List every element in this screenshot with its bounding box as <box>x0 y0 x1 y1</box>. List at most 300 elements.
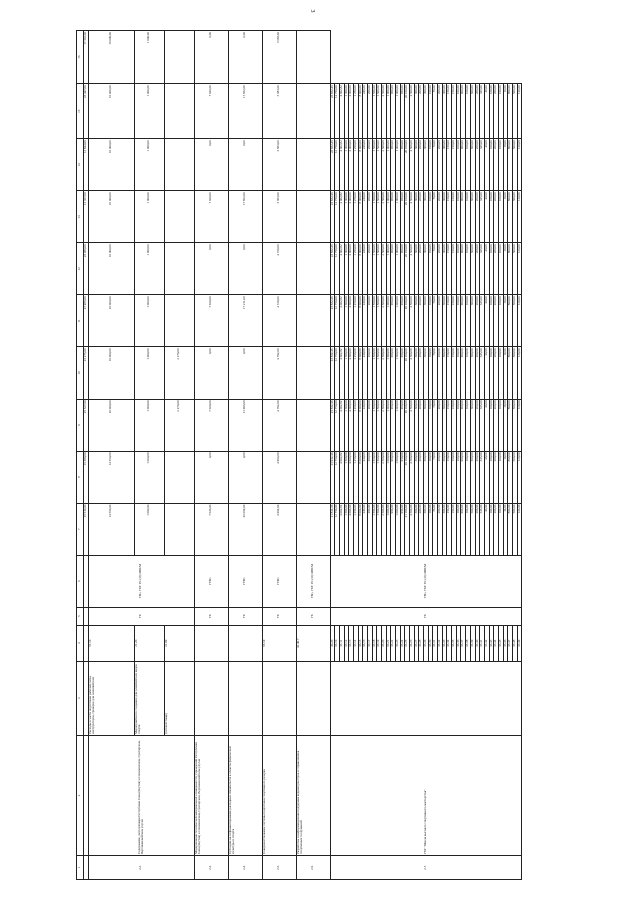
col-header: 1 <box>77 855 84 879</box>
value-cell: 40,00 <box>484 503 489 555</box>
value-cell: 1 250,00 <box>354 399 359 451</box>
value-cell: 1 250,00 <box>354 503 359 555</box>
row-code: 21.09 <box>164 625 194 661</box>
value-cell: 600,00 <box>470 243 475 295</box>
value-cell: 0,00 <box>194 347 228 399</box>
value-cell: 3 683,00 <box>262 191 296 243</box>
value-cell: 900,00 <box>461 347 466 399</box>
value-cell: 345,00 <box>480 347 485 399</box>
value-cell: 4 000,00 <box>349 295 354 347</box>
value-cell: 1 250,00 <box>354 191 359 243</box>
value-cell: 7 020,00 <box>194 295 228 347</box>
row-code: 33.33 <box>442 625 447 661</box>
value-cell: 150,00 <box>447 191 452 243</box>
value-cell: 20 100,00 <box>405 399 410 451</box>
value-cell: 4 000,00 <box>349 399 354 451</box>
value-cell: 19,00 <box>503 295 508 347</box>
value-cell: 240,00 <box>363 399 368 451</box>
value-cell: 1 560,00 <box>372 503 377 555</box>
col-header: 13 <box>77 191 84 243</box>
value-cell: 100,00 <box>466 503 471 555</box>
value-cell: 100,00 <box>498 84 503 139</box>
value-cell: 300,00 <box>424 84 429 139</box>
value-cell <box>296 243 330 295</box>
col-header: 15 <box>77 84 84 139</box>
row-code: 33.13 <box>349 625 354 661</box>
value-cell: 300,00 <box>414 399 419 451</box>
value-cell: 300,00 <box>424 503 429 555</box>
value-cell: 300,00 <box>424 451 429 503</box>
value-cell: 1 000,00 <box>396 243 401 295</box>
value-cell: 200,00 <box>368 347 373 399</box>
value-cell: 4 002,82 <box>340 347 345 399</box>
value-cell <box>296 295 330 347</box>
total-cell: 23 275,00 <box>84 347 89 399</box>
value-cell: 100,00 <box>489 347 494 399</box>
value-cell: 200,00 <box>368 243 373 295</box>
value-cell: 900,00 <box>461 503 466 555</box>
value-cell: 14 560,00 <box>88 451 134 503</box>
value-cell: 1 000,00 <box>134 84 164 139</box>
total-cell: 15 510,00 <box>84 503 89 555</box>
value-cell: 100,00 <box>466 347 471 399</box>
value-cell: 1 500,00 <box>377 191 382 243</box>
value-cell: 900,00 <box>461 451 466 503</box>
value-cell: 240,00 <box>363 451 368 503</box>
value-cell: 100,00 <box>466 451 471 503</box>
value-cell: 1 000,00 <box>134 451 164 503</box>
value-cell: 200,00 <box>419 451 424 503</box>
table-row <box>262 31 296 880</box>
value-cell: 120,00 <box>517 451 522 503</box>
value-cell: 100,00 <box>489 139 494 191</box>
value-cell: 300,00 <box>414 84 419 139</box>
value-cell: 200,00 <box>419 243 424 295</box>
value-cell: 100,00 <box>428 451 433 503</box>
value-cell: 4 002,82 <box>340 451 345 503</box>
value-cell: 4 792,00 <box>262 347 296 399</box>
value-cell: 120,00 <box>517 84 522 139</box>
value-cell: 4 500,00 <box>410 139 415 191</box>
col-header: 8 <box>77 451 84 503</box>
value-cell: 4 904,00 <box>262 503 296 555</box>
value-cell: 1 000,00 <box>134 31 164 84</box>
value-cell: 600,00 <box>470 191 475 243</box>
value-cell: 960,00 <box>391 295 396 347</box>
value-cell: 100,00 <box>498 347 503 399</box>
value-cell: 1 500,00 <box>377 243 382 295</box>
value-cell: 1 300,00 <box>344 139 349 191</box>
value-cell: 10 000,00 <box>88 399 134 451</box>
row-code: 33.10 <box>335 625 340 661</box>
value-cell: 200,00 <box>419 295 424 347</box>
row-code: 33.46 <box>503 625 508 661</box>
value-cell: 1 560,00 <box>372 451 377 503</box>
value-cell: 1 500,00 <box>377 139 382 191</box>
value-cell: 200,00 <box>368 191 373 243</box>
value-cell: 23 832,46 <box>330 84 335 139</box>
value-cell: 10 000,00 <box>88 295 134 347</box>
value-cell: 40,00 <box>484 295 489 347</box>
value-cell: 70,00 <box>433 191 438 243</box>
value-cell: 950,00 <box>400 243 405 295</box>
value-cell: 120,00 <box>517 347 522 399</box>
row-code: 33.25 <box>405 625 410 661</box>
value-cell: 1 000,00 <box>134 295 164 347</box>
value-cell: 160,00 <box>452 295 457 347</box>
value-cell: 2 500,00 <box>382 399 387 451</box>
value-cell: 1 000,00 <box>396 84 401 139</box>
value-cell: 4 904,00 <box>262 451 296 503</box>
value-cell: 600,00 <box>470 347 475 399</box>
value-cell: 345,00 <box>480 243 485 295</box>
row-code <box>228 625 262 661</box>
value-cell: 1 000,00 <box>134 347 164 399</box>
value-cell: 4 002,82 <box>340 84 345 139</box>
value-cell: 345,00 <box>480 451 485 503</box>
value-cell: 100,00 <box>466 295 471 347</box>
value-cell: 900,00 <box>461 399 466 451</box>
value-cell: 300,00 <box>424 243 429 295</box>
value-cell: 240,00 <box>363 84 368 139</box>
value-cell: 1 000,00 <box>396 295 401 347</box>
row-code: 33.30 <box>428 625 433 661</box>
value-cell: 200,00 <box>494 451 499 503</box>
value-cell <box>296 191 330 243</box>
total-cell: 25 527,00 <box>84 399 89 451</box>
value-cell: 950,00 <box>400 399 405 451</box>
row-code: 33.47 <box>508 625 513 661</box>
row-code: 33.18 <box>372 625 377 661</box>
value-cell: 345,00 <box>480 503 485 555</box>
value-cell: 1 300,00 <box>344 347 349 399</box>
value-cell: 12 750,00 <box>335 347 340 399</box>
value-cell: 1 500,00 <box>377 347 382 399</box>
total-cell: 13 357,00 <box>84 191 89 243</box>
value-cell <box>164 451 194 503</box>
value-cell: 200,00 <box>475 191 480 243</box>
value-cell: 2 500,00 <box>382 347 387 399</box>
value-cell <box>164 503 194 555</box>
value-cell: 8 000,00 <box>358 295 363 347</box>
row-code: 33.42 <box>484 625 489 661</box>
value-cell: 1 000,00 <box>386 139 391 191</box>
row-code: 40.20 <box>330 625 335 661</box>
row-code: 33.31 <box>433 625 438 661</box>
value-cell: 70,00 <box>433 243 438 295</box>
value-cell: 200,00 <box>419 139 424 191</box>
value-cell: 300,00 <box>414 503 419 555</box>
row-executor: ГБС, ГБУ РС (Я) ШВСМ <box>88 555 194 607</box>
value-cell: 1 300,00 <box>344 191 349 243</box>
col-header: 11 <box>77 295 84 347</box>
value-cell: 200,00 <box>419 399 424 451</box>
row-number: 2.2. <box>88 855 194 879</box>
value-cell: 70,00 <box>433 503 438 555</box>
value-cell: 7 020,00 <box>194 191 228 243</box>
value-cell: 100,00 <box>498 503 503 555</box>
value-cell: 200,00 <box>368 451 373 503</box>
value-cell: 100,00 <box>428 295 433 347</box>
value-cell: 950,00 <box>400 347 405 399</box>
col-header: 10 <box>77 347 84 399</box>
value-cell: 900,00 <box>461 191 466 243</box>
value-cell: 960,00 <box>391 399 396 451</box>
value-cell: 12 750,00 <box>335 139 340 191</box>
value-cell: 4 000,00 <box>349 84 354 139</box>
value-cell: 100,00 <box>498 451 503 503</box>
value-cell: 1 000,00 <box>396 451 401 503</box>
value-cell: 200,00 <box>438 84 443 139</box>
value-cell: 0,00 <box>228 139 262 191</box>
value-cell: 1 300,00 <box>344 451 349 503</box>
row-fund: ГБ <box>194 607 228 625</box>
table-row <box>88 31 134 880</box>
value-cell: 300,00 <box>424 191 429 243</box>
value-cell: 4 500,00 <box>410 84 415 139</box>
row-code: 33.23 <box>396 625 401 661</box>
value-cell: 100,00 <box>489 399 494 451</box>
row-executor: ГРБС <box>194 555 228 607</box>
value-cell: 960,00 <box>391 139 396 191</box>
col-header: 12 <box>77 243 84 295</box>
value-cell: 100,00 <box>466 191 471 243</box>
value-cell: 100,00 <box>489 503 494 555</box>
total-cell: 17 310,00 <box>84 31 89 84</box>
value-cell: 20 100,00 <box>405 451 410 503</box>
value-cell: 800,00 <box>508 399 513 451</box>
row-name: Модернизация технической материальной оснащенности учреждений Республики Саха (Якутия) в Олекминском, Сунтарском, Верхневилюйском улусах <box>194 735 228 855</box>
value-cell: 300,00 <box>442 451 447 503</box>
value-cell: 240,00 <box>363 191 368 243</box>
table-row <box>296 31 330 880</box>
value-cell: 200,00 <box>475 347 480 399</box>
value-cell: 2 500,00 <box>382 191 387 243</box>
value-cell: 200,00 <box>494 399 499 451</box>
value-cell: 300,00 <box>424 399 429 451</box>
value-cell: 4 000,00 <box>349 503 354 555</box>
value-cell: 14 560,00 <box>88 503 134 555</box>
value-cell: 200,00 <box>475 399 480 451</box>
row-code: 55.19 <box>262 625 296 661</box>
value-cell: 1 000,00 <box>386 503 391 555</box>
value-cell: 900,00 <box>461 295 466 347</box>
value-cell: 600,00 <box>470 84 475 139</box>
value-cell: 1 560,00 <box>372 191 377 243</box>
value-cell: 100,00 <box>489 243 494 295</box>
value-cell: 100,00 <box>456 84 461 139</box>
value-cell: 4 500,00 <box>410 295 415 347</box>
row-code: 33.22 <box>391 625 396 661</box>
value-cell: 8 000,00 <box>358 139 363 191</box>
value-cell: 19,00 <box>503 139 508 191</box>
value-cell: 12 750,00 <box>335 503 340 555</box>
value-cell: 300,00 <box>442 243 447 295</box>
value-cell: 500,00 <box>512 191 517 243</box>
budget-table <box>76 30 522 880</box>
value-cell: 200,00 <box>494 84 499 139</box>
value-cell: 23 832,46 <box>330 295 335 347</box>
col-header: 16 <box>77 31 84 84</box>
value-cell: 240,00 <box>363 243 368 295</box>
row-code: 33.32 <box>438 625 443 661</box>
value-cell: 200,00 <box>494 243 499 295</box>
value-cell: 150,00 <box>447 347 452 399</box>
value-cell: 100,00 <box>466 399 471 451</box>
value-cell: 2 500,00 <box>382 243 387 295</box>
value-cell: 200,00 <box>438 243 443 295</box>
value-cell: 8 000,00 <box>358 84 363 139</box>
value-cell: 200,00 <box>438 503 443 555</box>
total-cell: 27 485,00 <box>84 295 89 347</box>
value-cell: 1 000,00 <box>396 503 401 555</box>
value-cell: 100,00 <box>428 84 433 139</box>
value-cell: 800,00 <box>508 295 513 347</box>
value-cell: 1 560,00 <box>372 295 377 347</box>
value-cell: 200,00 <box>494 503 499 555</box>
value-cell: 200,00 <box>475 451 480 503</box>
value-cell <box>164 295 194 347</box>
value-cell: 19,00 <box>503 399 508 451</box>
value-cell: 1 500,00 <box>377 503 382 555</box>
value-cell: 0,00 <box>228 243 262 295</box>
value-cell: 1 560,00 <box>372 347 377 399</box>
row-target <box>296 661 330 735</box>
value-cell: 1 300,00 <box>344 399 349 451</box>
value-cell: 17 211,00 <box>228 295 262 347</box>
value-cell: 7 020,00 <box>194 399 228 451</box>
value-cell: 200,00 <box>419 84 424 139</box>
value-cell: 4 002,82 <box>340 139 345 191</box>
value-cell: 960,00 <box>391 243 396 295</box>
row-name: Совершенствование системы подготовки спортивного резерва <box>262 735 296 855</box>
value-cell: 200,00 <box>419 191 424 243</box>
value-cell: 300,00 <box>424 347 429 399</box>
value-cell: 8 000,00 <box>358 347 363 399</box>
value-cell: 4 500,00 <box>410 243 415 295</box>
value-cell: 70,00 <box>433 84 438 139</box>
value-cell: 2 500,00 <box>382 503 387 555</box>
value-cell: 1 300,00 <box>344 84 349 139</box>
total-cell: 23 480,00 <box>84 243 89 295</box>
value-cell: 800,00 <box>508 451 513 503</box>
value-cell: 300,00 <box>442 399 447 451</box>
value-cell: 19,00 <box>503 191 508 243</box>
value-cell: 100,00 <box>456 503 461 555</box>
value-cell: 500,00 <box>512 451 517 503</box>
value-cell: 1 000,00 <box>134 191 164 243</box>
value-cell: 1 250,00 <box>354 243 359 295</box>
row-code: 33.43 <box>489 625 494 661</box>
table-row <box>194 31 228 880</box>
value-cell: 7 020,00 <box>194 503 228 555</box>
value-cell: 0,00 <box>228 451 262 503</box>
value-cell: 70,00 <box>433 139 438 191</box>
value-cell: 1 000,00 <box>386 451 391 503</box>
value-cell: 12 750,00 <box>335 399 340 451</box>
row-code: 33.41 <box>480 625 485 661</box>
value-cell: 1 250,00 <box>354 84 359 139</box>
value-cell: 4 729,00 <box>262 243 296 295</box>
value-cell: 200,00 <box>494 139 499 191</box>
value-cell: 100,00 <box>428 139 433 191</box>
value-cell: 300,00 <box>442 191 447 243</box>
value-cell <box>296 31 330 84</box>
value-cell: 1 560,00 <box>372 243 377 295</box>
value-cell: 240,00 <box>363 347 368 399</box>
value-cell: 960,00 <box>391 503 396 555</box>
col-header: 14 <box>77 139 84 191</box>
value-cell: 2 500,00 <box>382 451 387 503</box>
value-cell: 300,00 <box>442 347 447 399</box>
value-cell: 1 560,00 <box>372 139 377 191</box>
value-cell: 500,00 <box>512 84 517 139</box>
rotated-table-wrapper <box>76 30 532 880</box>
row-code: 33.44 <box>494 625 499 661</box>
value-cell: 120,00 <box>517 503 522 555</box>
value-cell: 4 500,00 <box>410 451 415 503</box>
value-cell: 17 862,00 <box>228 84 262 139</box>
value-cell: 120,00 <box>517 139 522 191</box>
value-cell: 150,00 <box>447 295 452 347</box>
value-cell: 4 000,00 <box>349 347 354 399</box>
value-cell: 40,00 <box>484 399 489 451</box>
value-cell: 100,00 <box>466 139 471 191</box>
value-cell: 500,00 <box>512 139 517 191</box>
value-cell: 100,00 <box>489 295 494 347</box>
row-number: 2.7. <box>330 855 522 879</box>
value-cell: 160,00 <box>452 347 457 399</box>
row-fund: ГБ <box>330 607 522 625</box>
value-cell: 200,00 <box>438 139 443 191</box>
value-cell: 800,00 <box>508 84 513 139</box>
row-code: 33.27 <box>414 625 419 661</box>
value-cell: 19,00 <box>503 451 508 503</box>
value-cell: 21 832,46 <box>330 503 335 555</box>
row-target: Расходы в части подготовки рабочей силы, инструкторов, тренеров для олимпийских <box>88 661 134 735</box>
value-cell: 200,00 <box>438 399 443 451</box>
value-cell: 960,00 <box>391 451 396 503</box>
row-target <box>262 661 296 735</box>
value-cell: 500,00 <box>512 399 517 451</box>
row-code: 33.39 <box>470 625 475 661</box>
value-cell: 200,00 <box>438 451 443 503</box>
value-cell: 1 560,00 <box>372 399 377 451</box>
value-cell <box>164 139 194 191</box>
value-cell: 800,00 <box>508 139 513 191</box>
total-cell: 15 380,00 <box>84 451 89 503</box>
value-cell: 345,00 <box>480 139 485 191</box>
row-code: 51.10 <box>88 625 134 661</box>
value-cell: 1 000,00 <box>396 191 401 243</box>
value-cell: 10 000,00 <box>88 139 134 191</box>
value-cell: 300,00 <box>442 139 447 191</box>
value-cell: 19,00 <box>503 347 508 399</box>
value-cell: 8 000,00 <box>358 191 363 243</box>
value-cell: 500,00 <box>512 503 517 555</box>
row-fund: ГБ <box>296 607 330 625</box>
value-cell: 160,00 <box>452 191 457 243</box>
value-cell: 19,00 <box>503 503 508 555</box>
value-cell: 150,00 <box>447 399 452 451</box>
value-cell: 1 300,00 <box>344 295 349 347</box>
value-cell: 300,00 <box>414 347 419 399</box>
value-cell: 160,00 <box>452 84 457 139</box>
row-code: 33.49 <box>517 625 522 661</box>
value-cell: 20 100,00 <box>405 243 410 295</box>
value-cell: 300,00 <box>414 451 419 503</box>
value-cell: 200,00 <box>438 191 443 243</box>
